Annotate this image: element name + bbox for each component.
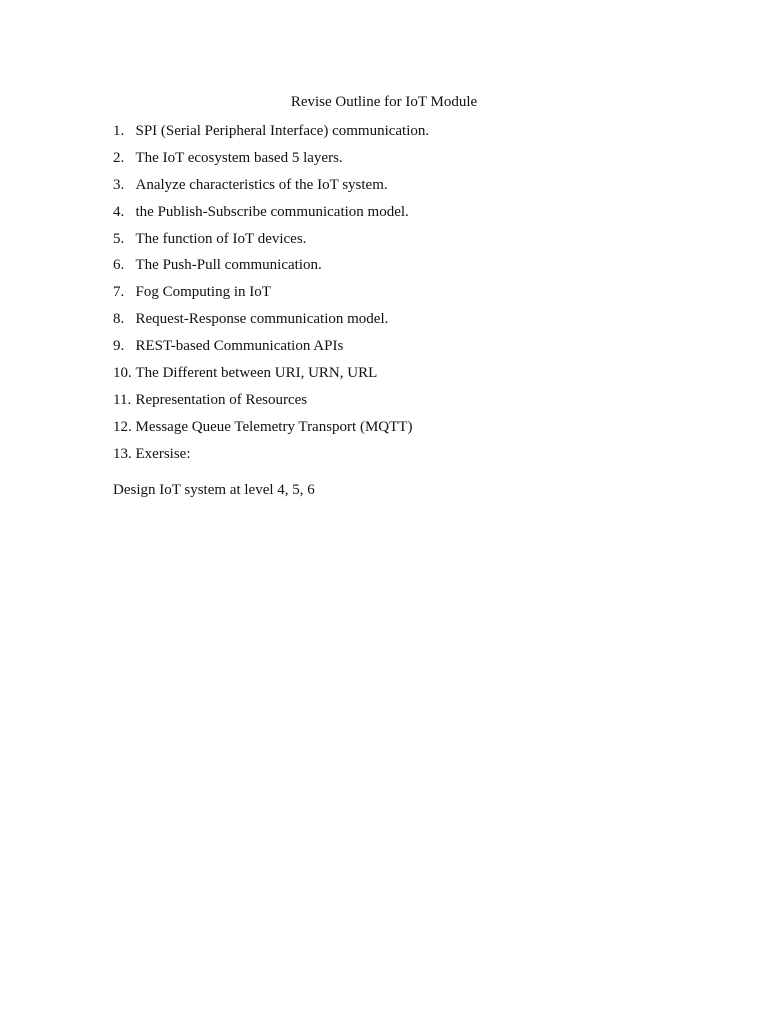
list-item	[113, 363, 429, 390]
item-number: 9.	[113, 338, 125, 355]
item-number: 12.	[113, 418, 132, 435]
list-item	[113, 390, 429, 417]
item-text: The function of IoT devices.	[135, 230, 307, 247]
item-number: 5.	[113, 230, 125, 247]
item-text: The Push-Pull communication.	[135, 257, 322, 274]
list-item	[113, 282, 429, 309]
list-item	[113, 417, 429, 444]
item-text: Representation of Resources	[135, 391, 308, 408]
list-item	[113, 309, 429, 336]
item-number: 2.	[113, 149, 125, 166]
list-item	[113, 444, 429, 471]
item-number: 8.	[113, 311, 125, 328]
exercise-note: Design IoT system at level 4, 5, 6	[113, 482, 315, 498]
item-number: 11.	[113, 391, 132, 408]
item-text: Analyze characteristics of the IoT system.	[135, 176, 388, 193]
list-item	[113, 255, 429, 282]
item-number: 1.	[113, 123, 125, 139]
list-item	[113, 148, 429, 175]
item-text: Request-Response communication model.	[135, 311, 389, 328]
item-number: 6.	[113, 257, 125, 274]
outline-list	[113, 121, 429, 471]
list-item	[113, 175, 429, 202]
item-number: 13.	[113, 445, 132, 462]
list-item	[113, 229, 429, 256]
item-text: Exersise:	[135, 445, 191, 462]
item-text: REST-based Communication APIs	[135, 338, 344, 355]
item-number: 10.	[113, 365, 132, 382]
item-number: 3.	[113, 176, 125, 193]
list-item	[113, 336, 429, 363]
item-text: the Publish-Subscribe communication model.	[135, 203, 409, 220]
list-item	[113, 121, 429, 148]
item-text: The IoT ecosystem based 5 layers.	[135, 149, 343, 166]
item-text: The Different between URI, URN, URL	[135, 365, 378, 382]
item-text: SPI (Serial Peripheral Interface) communication.	[135, 123, 430, 139]
list-item	[113, 202, 429, 229]
item-number: 7.	[113, 284, 125, 301]
document-title: Revise Outline for IoT Module	[290, 94, 478, 110]
item-number: 4.	[113, 203, 125, 220]
item-text: Fog Computing in IoT	[135, 284, 271, 301]
item-text: Message Queue Telemetry Transport (MQTT)	[135, 418, 413, 435]
